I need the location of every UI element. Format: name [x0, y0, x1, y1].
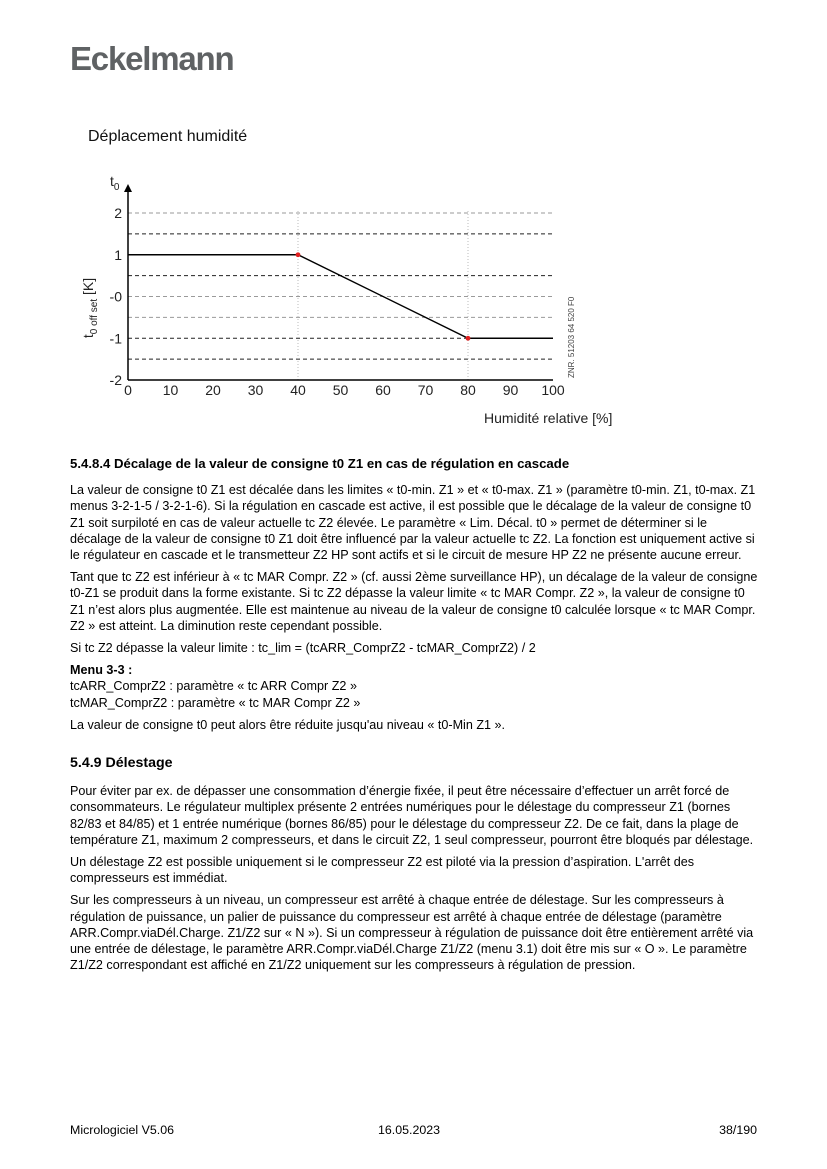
menu-title: Menu 3-3 :: [70, 663, 133, 678]
menu-line: tcARR_ComprZ2 : paramètre « tc ARR Compr Z2 »: [70, 679, 357, 694]
x-tick-label: 100: [541, 382, 565, 398]
chart-grid: [128, 213, 553, 359]
paragraph: La valeur de consigne t0 peut alors être réduite jusqu'au niveau « t0-Min Z1 ».: [70, 717, 506, 732]
y-axis-label: $t_{0 off set}$ [K]: [80, 277, 100, 339]
x-tick-label: 30: [247, 382, 264, 398]
y-axis-arrow-icon: [124, 184, 132, 192]
y-tick-label: 2: [114, 205, 122, 221]
x-tick-label: 10: [162, 382, 179, 398]
paragraph: Si tc Z2 dépasse la valeur limite : tc_lim = (tcARR_ComprZ2 - tcMAR_ComprZ2) / 2: [70, 641, 536, 656]
paragraph: La valeur de consigne t0 Z1 est décalée dans les limites « t0-min. Z1 » et « t0-max. Z1 » (paramètre t0-min. Z1, t0-max. Z1 menus 3-2-1-5 / 3-2-1-6). Si la régulation en cascade est active, il est possible que le décalage de la valeur de consigne t0 Z1 soit surpiloté en cas de valeur actuelle tc Z2 élevée. Le paramètre « Lim. Décal. t0 » permet de déterminer si le décalage de la valeur de consigne t0 Z1 doit être influencé par la valeur actuelle tc Z2. La fonction est uniquement active si le régulateur en cascade et le transmetteur Z2 HP sont actifs et si le circuit de mesure HP Z2 ne présente aucune erreur.: [70, 483, 756, 563]
y-axis-top-label: $t_0$: [110, 173, 120, 193]
footer-date: 16.05.2023: [378, 1123, 441, 1137]
x-tick-label: 50: [332, 382, 349, 398]
x-tick-label: 20: [205, 382, 221, 398]
y-tick-label: -1: [109, 330, 122, 347]
x-axis-label: Humidité relative [%]: [484, 410, 613, 426]
section-heading-5-4-9: 5.4.9 Délestage: [70, 755, 173, 772]
y-tick-label: 1: [114, 246, 122, 263]
menu-line: tcMAR_ComprZ2 : paramètre « tc MAR Compr Z2 »: [70, 695, 361, 710]
figure-title: Déplacement humidité: [88, 128, 248, 145]
chart-canvas: [60, 160, 620, 440]
paragraph: Tant que tc Z2 est inférieur à « tc MAR Compr. Z2 » (cf. aussi 2ème surveillance HP), un décalage de la valeur de consigne t0-Z1 se produit dans la forme existante. Si tc Z2 dépasse la valeur limite « tc MAR Compr. Z2 », la valeur de consigne t0 Z1 n’est alors plus augmentée. Elle est maintenue au niveau de la valeur de consigne t0 calculée lorsque « tc MAR Compr. Z2 » est atteint. La diminution reste cependant possible.: [70, 570, 758, 633]
x-tick-label: 90: [502, 382, 519, 398]
breakpoint-marker: [466, 336, 471, 341]
paragraph: Un délestage Z2 est possible uniquement si le compresseur Z2 est piloté via la pression d’aspiration. L'arrêt des compresseurs est immédiat.: [70, 855, 695, 886]
x-tick-label: 70: [417, 382, 434, 398]
paragraph: Pour éviter par ex. de dépasser une consommation d’énergie fixée, il peut être nécessaire d’effectuer un arrêt forcé de consommateurs. Le régulateur multiplex présente 2 entrées numériques pour le délestage du compresseur Z1 (bornes 82/83 et 84/85) et 1 entrée numérique (bornes 86/85) pour le délestage du compresseur Z2. De ce fait, dans la plage de température Z1, maximum 2 compresseurs, et dans le circuit Z2, 1 seul compresseur, pourront être bloqués par délestage.: [70, 784, 754, 847]
section-heading-5-4-8-4: 5.4.8.4 Décalage de la valeur de consigne t0 Z1 en cas de régulation en cascade: [70, 456, 570, 471]
y-tick-label: -2: [109, 372, 122, 388]
footer-page-number: 38/190: [719, 1123, 757, 1137]
paragraph: Sur les compresseurs à un niveau, un compresseur est arrêté à chaque entrée de délestage. Sur les compresseurs à régulation de puissance, un palier de puissance du compresseur est arrêté à chaque entrée de délestage (paramètre ARR.Compr.viaDél.Charge. Z1/Z2 sur « N »). Si un compresseur à régulation de puissance doit être entièrement arrêté via une entrée de délestage, le paramètre ARR.Compr.viaDél.Charge Z1/Z2 (menu 3.1) doit être mis sur « O ». Le paramètre Z1/Z2 correspondant est affiché en Z1/Z2 uniquement sur les compresseurs à régulation de pression.: [70, 893, 754, 973]
figure-reference-code: ZNR. 51203 64 520 F0: [567, 296, 576, 378]
x-tick-label: 80: [460, 382, 476, 398]
menu-reference: [70, 662, 760, 711]
x-tick-label: 0: [124, 382, 132, 398]
humidity-offset-chart: [60, 160, 620, 440]
footer-firmware-version: Micrologiciel V5.06: [70, 1123, 174, 1137]
document-body: [70, 456, 760, 979]
chart-guides: [298, 211, 468, 380]
x-tick-label: 60: [375, 382, 391, 398]
eckelmann-logo: Eckelmann: [70, 40, 234, 77]
breakpoint-marker: [296, 252, 301, 257]
x-tick-label: 40: [290, 382, 306, 398]
y-tick-label: -0: [109, 288, 122, 305]
